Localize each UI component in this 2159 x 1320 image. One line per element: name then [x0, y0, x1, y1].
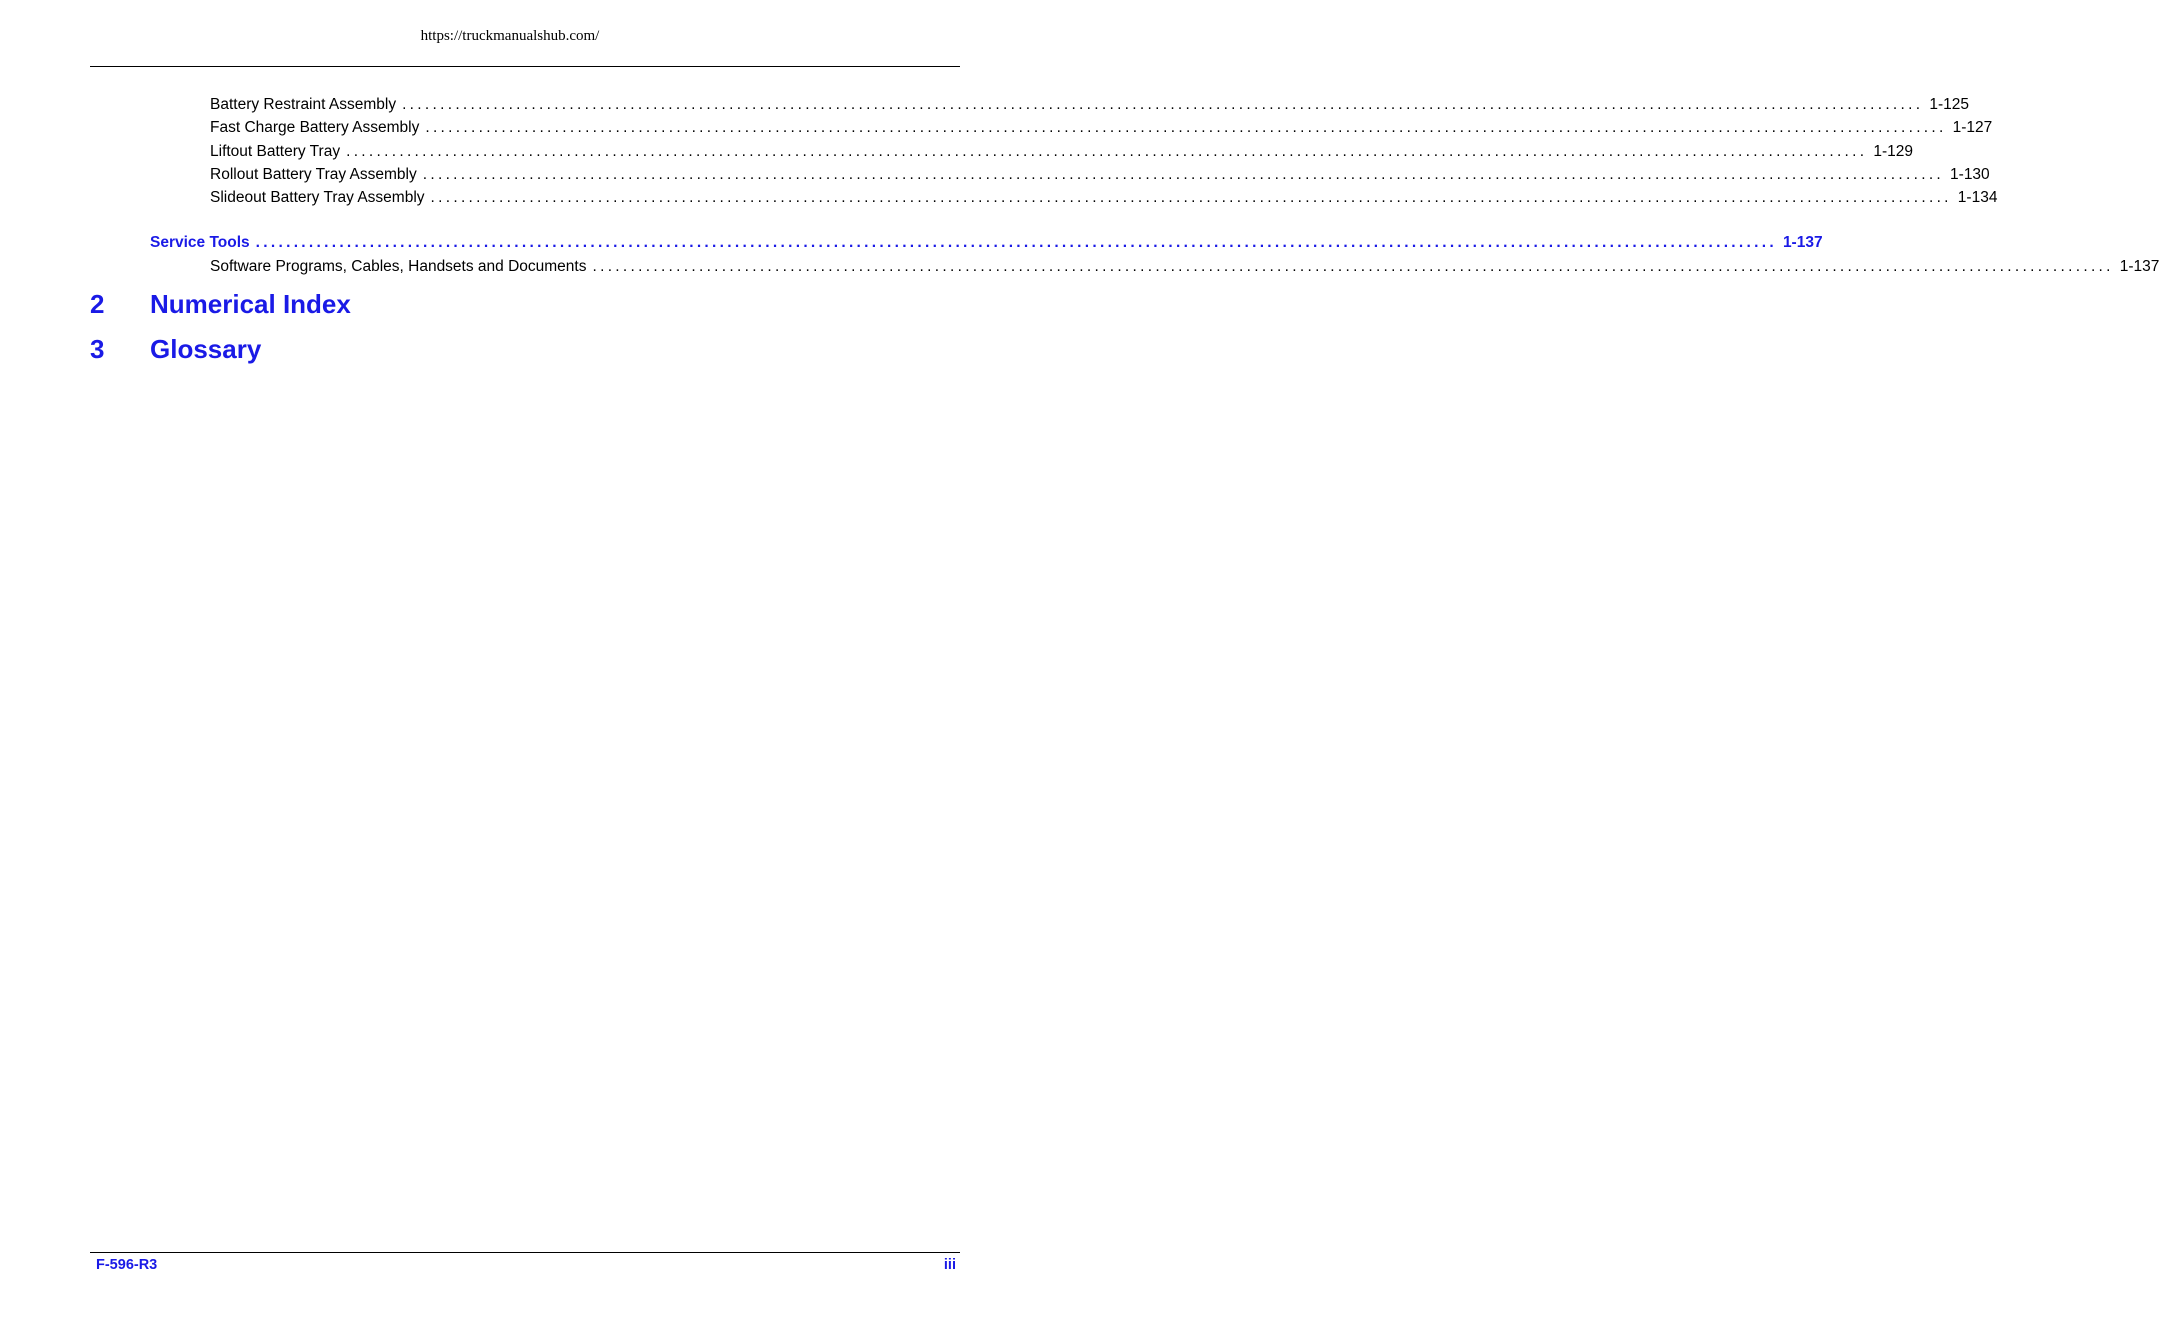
dot-leader: ........................................................................................................................................................................................................ [592, 258, 2114, 275]
toc-entry-battery-restraint-assembly[interactable] [210, 95, 1970, 115]
header-rule [90, 66, 960, 67]
dot-leader: ........................................................................................................................................................................................................ [346, 143, 1868, 160]
toc-section-page: 1-137 [1782, 234, 1823, 251]
chapter-number: 3 [90, 334, 105, 364]
toc-chapter-numerical-index[interactable] [90, 288, 351, 320]
toc-entry-page: 1-127 [1952, 119, 1993, 136]
toc-entry-rollout-battery-tray-assembly[interactable] [210, 165, 1990, 185]
dot-leader: ........................................................................................................................................................................................................ [430, 189, 1952, 206]
header-url[interactable]: https://truckmanualshub.com/ [420, 28, 600, 44]
toc-entry-software-programs[interactable] [210, 257, 2159, 277]
footer-rule [90, 1252, 960, 1253]
toc-entry-label: Software Programs, Cables, Handsets and Documents [210, 258, 587, 275]
chapter-number: 2 [90, 289, 105, 319]
toc-section-service-tools[interactable] [150, 233, 1823, 253]
dot-leader: ........................................................................................................................................................................................................ [255, 234, 1777, 251]
toc-chapter-glossary[interactable] [90, 333, 261, 365]
toc-entry-fast-charge-battery-assembly[interactable] [210, 118, 1993, 138]
footer-doc-id: F-596-R3 [96, 1257, 158, 1273]
toc-entry-page: 1-134 [1957, 189, 1998, 206]
dot-leader: ........................................................................................................................................................................................................ [422, 166, 1945, 183]
toc-entry-page: 1-129 [1873, 143, 1914, 160]
toc-entry-label: Liftout Battery Tray [210, 143, 341, 160]
chapter-title: Glossary [150, 334, 262, 364]
toc-entry-liftout-battery-tray[interactable] [210, 142, 1914, 162]
toc-entry-page: 1-130 [1950, 166, 1990, 183]
toc-entry-page: 1-137 [2119, 258, 2159, 275]
toc-section-label: Service Tools [150, 234, 250, 251]
dot-leader: ........................................................................................................................................................................................................ [425, 119, 1947, 136]
chapter-title: Numerical Index [150, 289, 351, 319]
dot-leader: ........................................................................................................................................................................................................ [402, 96, 1924, 113]
footer-page-number: iii [943, 1257, 956, 1273]
toc-entry-label: Slideout Battery Tray Assembly [210, 189, 425, 206]
toc-entry-label: Battery Restraint Assembly [210, 96, 397, 113]
toc-entry-label: Rollout Battery Tray Assembly [210, 166, 417, 183]
toc-entry-label: Fast Charge Battery Assembly [210, 119, 420, 136]
toc-entry-page: 1-125 [1929, 96, 1970, 113]
toc-entry-slideout-battery-tray-assembly[interactable] [210, 188, 1998, 208]
